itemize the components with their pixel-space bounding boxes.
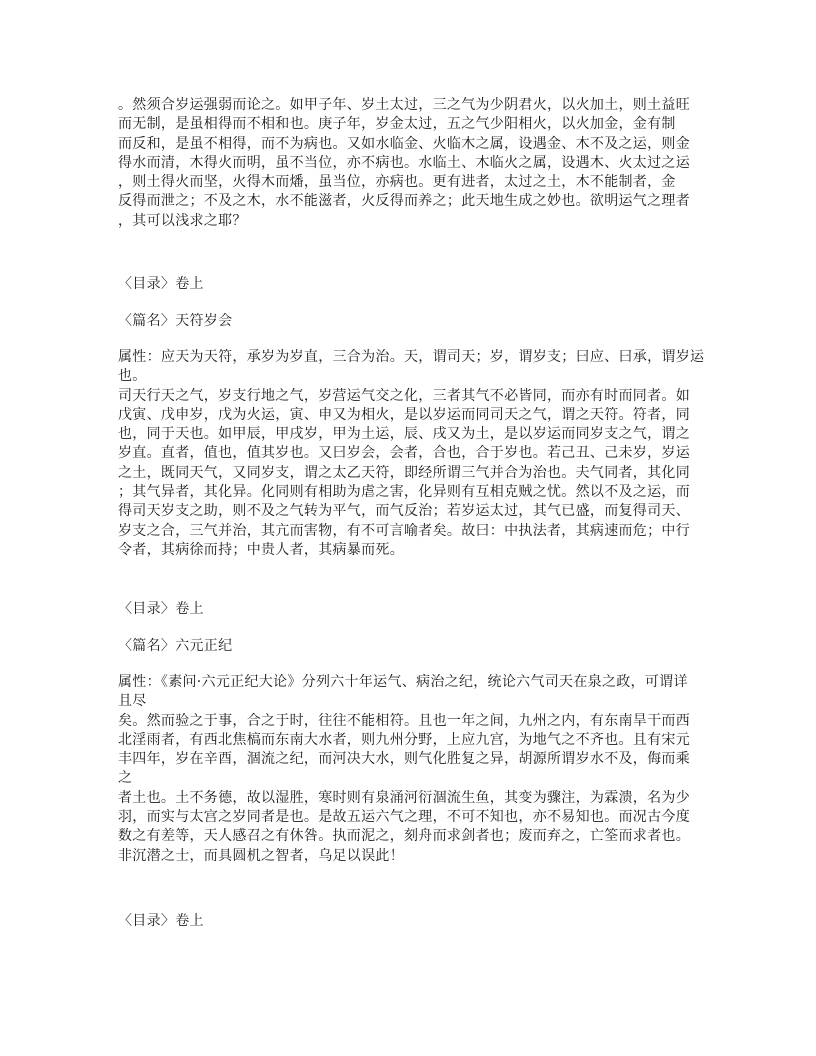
- text-line: 也，同于天也。如甲辰，甲戌岁，甲为土运，辰、戌又为土，是以岁运而同岁支之气，谓之: [118, 426, 690, 443]
- chapter-title: [118, 312, 232, 331]
- text-line: 北淫雨者，有西北焦槁而东南大水者，则九州分野，上应九宫，为地气之不齐也。且有宋元: [118, 731, 690, 748]
- paragraph-wuyun-intro: [118, 96, 690, 231]
- text-line: 者土也。土不务德，故以湿胜，寒时则有泉涌河衍涸流生鱼，其变为骤注，为霖溃，名为少: [118, 789, 690, 806]
- directory-heading: [118, 600, 204, 619]
- text-line: 司天行天之气，岁支行地之气，岁营运气交之化，三者其气不必皆同，而亦有时而同者。如: [118, 387, 690, 404]
- text-line: 数之有差等，天人感召之有休咎。执而泥之，刻舟而求剑者也；废而弃之，亡筌而求者也。: [118, 828, 690, 845]
- text-line: 属性：《素问·六元正纪大论》分列六十年运气、病治之纪，统论六气司天在泉之政，可谓详: [118, 674, 688, 690]
- text-line: ，其可以浅求之耶？: [118, 212, 247, 229]
- text-line: 非沉潜之士，而具圆机之智者，乌足以误此！: [118, 847, 404, 864]
- chapter-title: [118, 637, 232, 656]
- text-line: 。然须合岁运强弱而论之。如甲子年、岁土太过，三之气为少阴君火，以火加土，则土益旺: [118, 97, 690, 113]
- text-line: ，则土得火而坚，火得木而燔，虽当位，亦病也。更有进者，太过之土，木不能制者，金: [118, 174, 676, 191]
- text-line: 之土，既同天气，又同岁支，谓之太乙天符，即经所谓三气并合为治也。夫气同者，其化同: [118, 464, 690, 481]
- text-line: 〈篇名〉天符岁会: [118, 313, 233, 329]
- text-line: 丰四年，岁在辛酉，涸流之纪，而河决大水，则气化胜复之异，胡源所谓岁水不及，侮而乘: [118, 751, 690, 768]
- text-line: 岁支之合，三气并治，其亢而害物，有不可言喻者矣。故曰：中执法者，其病速而危；中行: [118, 522, 690, 539]
- text-line: 〈目录〉卷上: [118, 276, 204, 292]
- text-line: 而反和，是虽不相得，而不为病也。又如水临金、火临木之属，设遇金、木不及之运，则金: [118, 135, 690, 152]
- text-line: 令者，其病徐而持；中贵人者，其病暴而死。: [118, 541, 404, 558]
- text-line: 羽，而实与太宫之岁同者是也。是故五运六气之理，不可不知也，亦不易知也。而况古今度: [118, 809, 690, 826]
- text-line: ；其气异者，其化异。化同则有相助为虐之害，化异则有互相克贼之忧。然以不及之运，而: [118, 484, 690, 501]
- text-line: 属性：应天为天符，承岁为岁直，三合为治。天，谓司天；岁，谓岁支；曰应、曰承，谓岁运: [118, 349, 705, 365]
- paragraph-liuyuan-zhengji: [118, 673, 690, 866]
- text-line: 也。: [118, 368, 147, 385]
- text-line: 岁直。直者，值也，值其岁也。又曰岁会，会者，合也，合于岁也。若己丑、己未岁，岁运: [118, 445, 690, 462]
- text-line: 而无制，是虽相得而不相和也。庚子年，岁金太过，五之气少阳相火，以火加金，金有制: [118, 116, 676, 133]
- directory-heading: [118, 275, 204, 294]
- text-line: 〈目录〉卷上: [118, 601, 204, 617]
- text-line: 反得而泄之；不及之木，水不能滋者，火反得而养之；此天地生成之妙也。欲明运气之理者: [118, 193, 690, 210]
- text-line: 〈篇名〉六元正纪: [118, 638, 233, 654]
- directory-heading: [118, 912, 204, 931]
- text-line: 〈目录〉卷上: [118, 913, 204, 929]
- text-line: 之: [118, 770, 133, 787]
- text-line: 且尽: [118, 693, 147, 710]
- text-line: 得水而清，木得火而明，虽不当位，亦不病也。水临土、木临火之属，设遇木、火太过之运: [118, 154, 690, 171]
- text-line: 矣。然而验之于事，合之于时，往往不能相符。且也一年之间，九州之内，有东南旱干而西: [118, 712, 690, 729]
- text-line: 得司天岁支之助，则不及之气转为平气，而气反治；若岁运太过，其气已盛，而复得司天、: [118, 503, 690, 520]
- paragraph-tianfu-suihui: [118, 348, 704, 560]
- text-line: 戊寅、戊申岁，戊为火运，寅、申又为相火，是以岁运而同司天之气，谓之天符。符者，同: [118, 406, 690, 423]
